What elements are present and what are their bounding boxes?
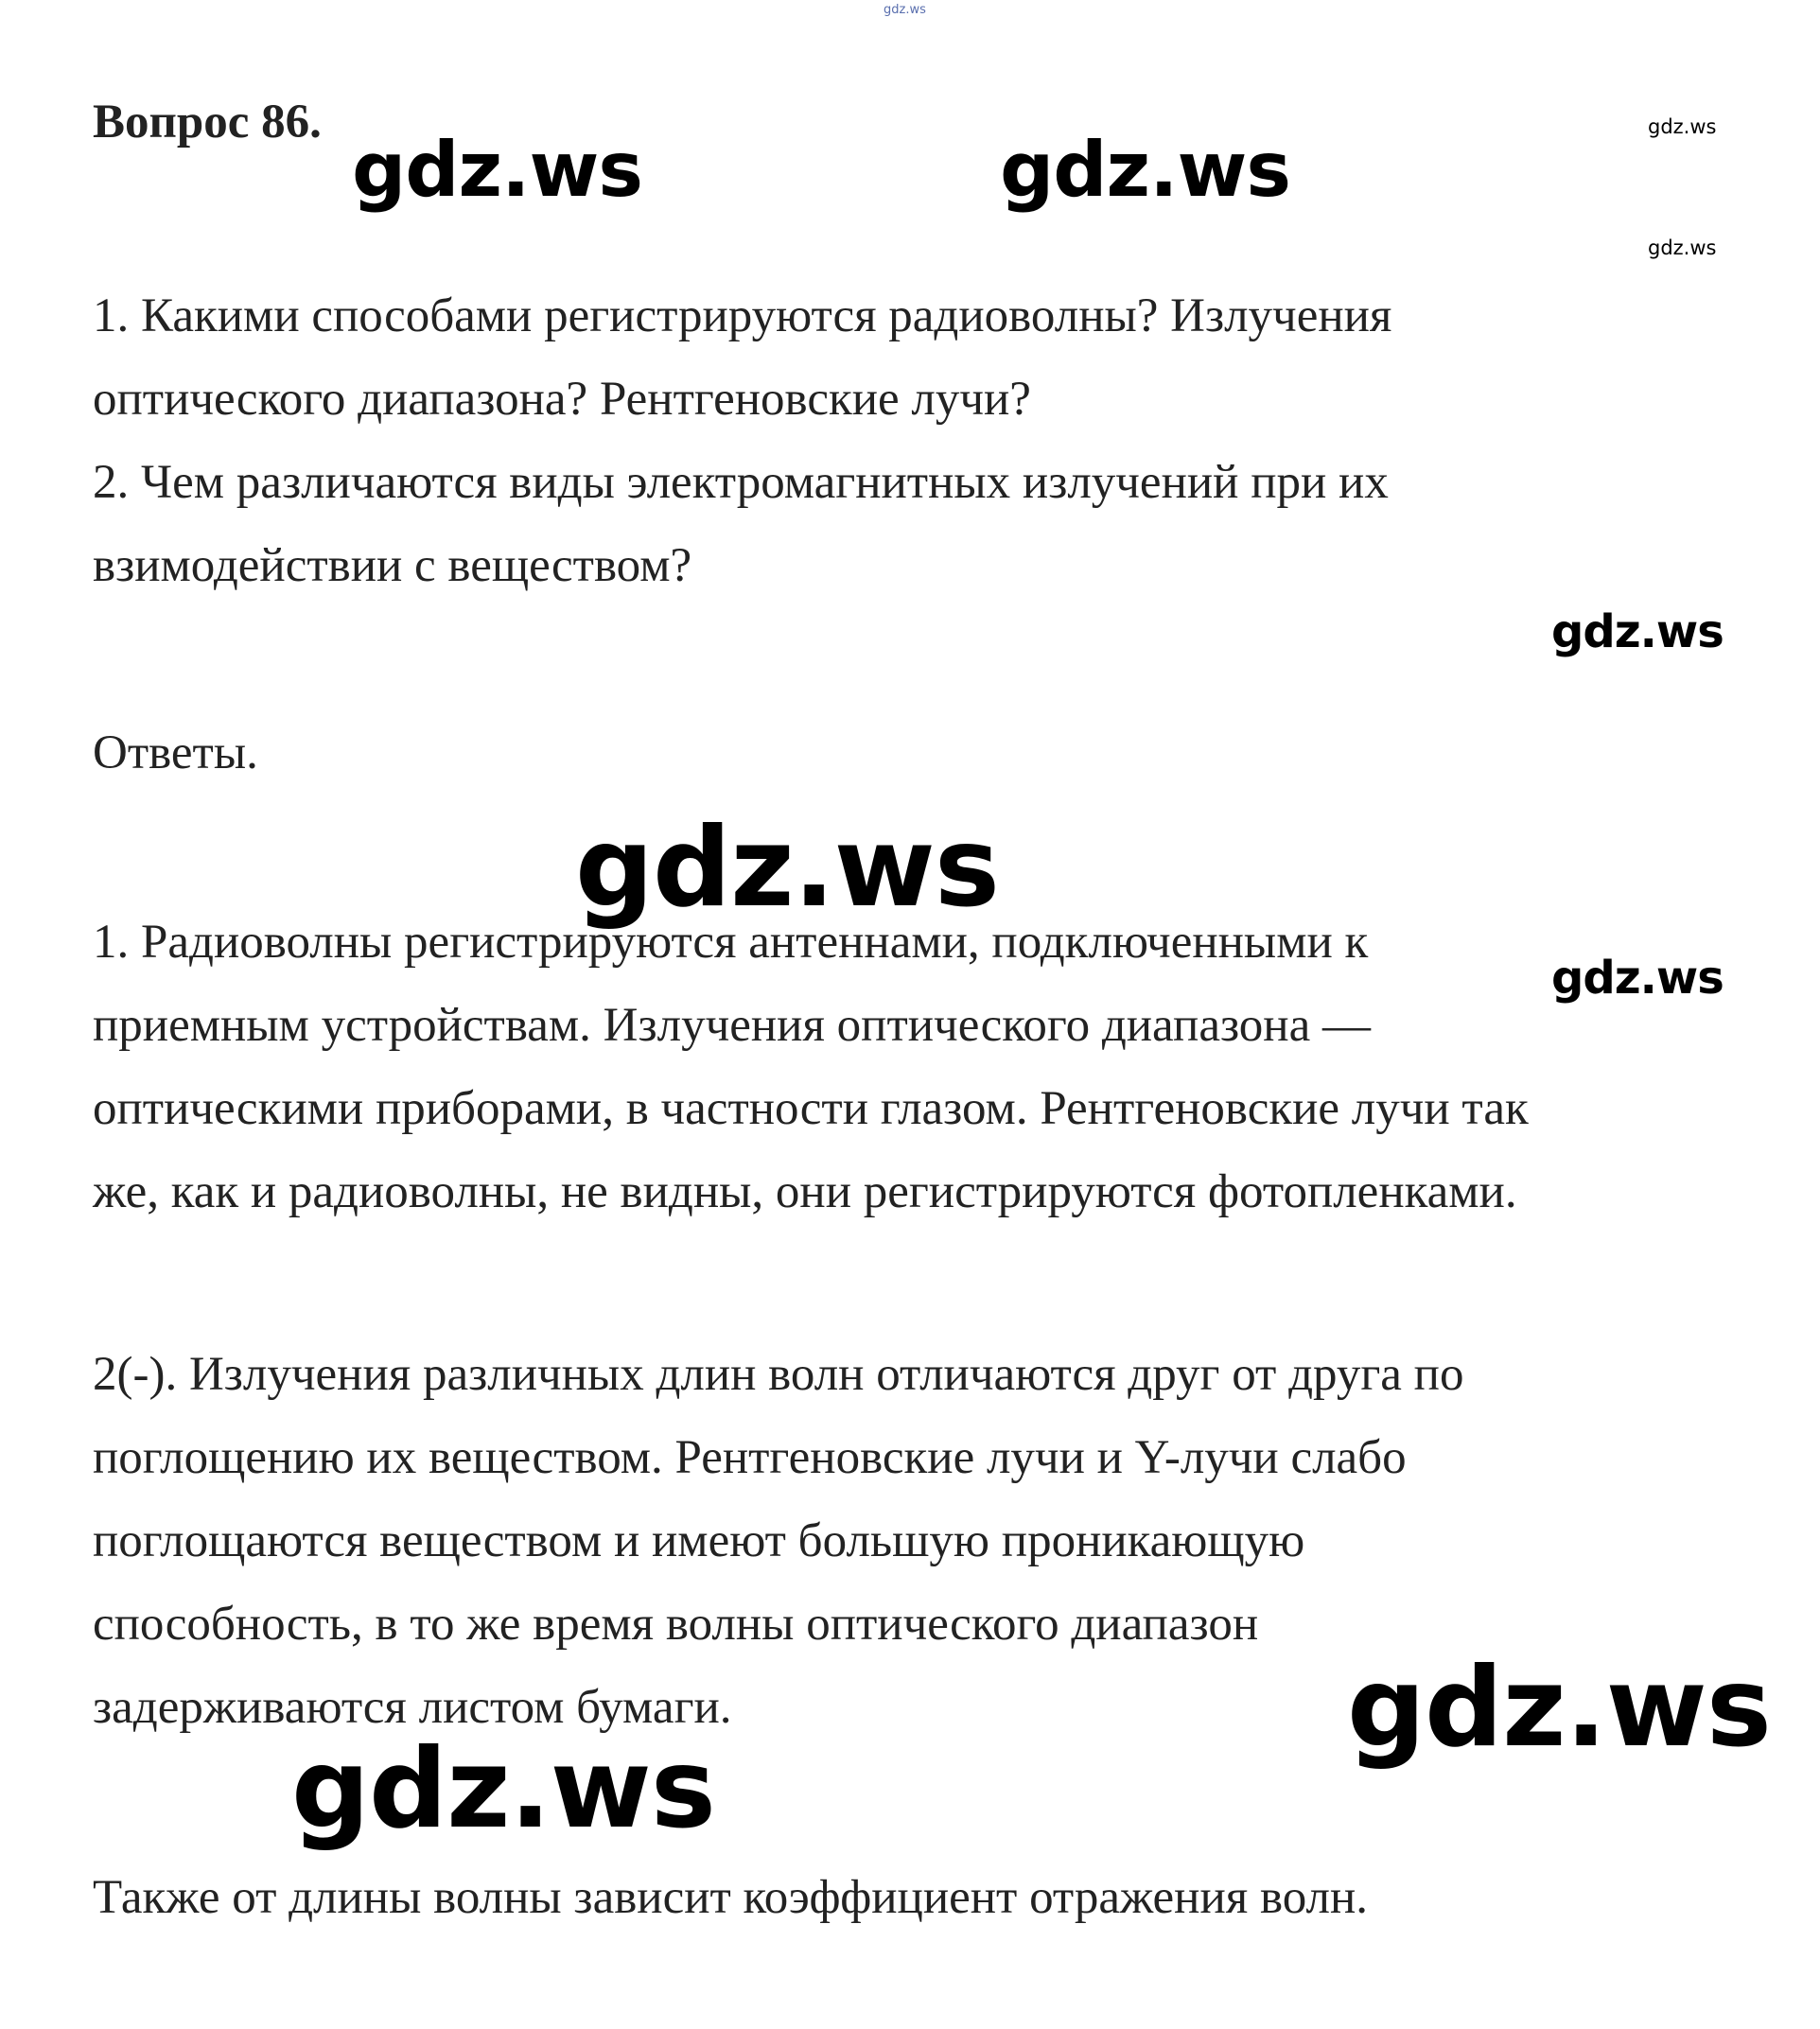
watermark-right-mid: gdz.ws	[1551, 952, 1724, 1005]
watermark-header-left: gdz.ws	[352, 126, 643, 214]
watermark-after-questions: gdz.ws	[1551, 605, 1724, 658]
watermark-top-right-1: gdz.ws	[1648, 115, 1717, 138]
question-line: 1. Какими способами регистрируются радиоволны? Излучения	[93, 289, 1392, 342]
question-line: оптического диапазона? Рентгеновские лучи?	[93, 373, 1031, 426]
answer-line: приемным устройствам. Излучения оптического диапазона —	[93, 999, 1371, 1052]
answer-line: 1. Радиоволны регистрируются антеннами, подключенными к	[93, 916, 1369, 969]
question-line: взимодействии с веществом?	[93, 539, 692, 592]
answer-1-block	[93, 901, 1529, 1233]
answer-line: способность, в то же время волны оптического диапазон	[93, 1598, 1259, 1651]
watermark-center-big: gdz.ws	[575, 804, 999, 932]
answer-line: задерживаются листом бумаги.	[93, 1681, 732, 1734]
answer-line: поглощаются веществом и имеют большую проникающую	[93, 1514, 1305, 1567]
answer-line: поглощению их веществом. Рентгеновские лучи и Y-лучи слабо	[93, 1431, 1407, 1484]
watermark-top-right-2: gdz.ws	[1648, 236, 1717, 259]
question-title: Вопрос 86.	[93, 96, 322, 149]
questions-block	[93, 274, 1391, 607]
watermark-header-center: gdz.ws	[1000, 126, 1291, 214]
watermark-top-center: gdz.ws	[884, 3, 926, 17]
answer-line: же, как и радиоволны, не видны, они регистрируются фотопленками.	[93, 1165, 1517, 1218]
answer-line: 2(-). Излучения различных длин волн отличаются друг от друга по	[93, 1348, 1464, 1401]
final-paragraph: Также от длины волны зависит коэффициент отражения волн.	[93, 1871, 1369, 1924]
watermark-bottom-left: gdz.ws	[291, 1725, 715, 1853]
answer-2-block	[93, 1333, 1463, 1749]
answers-heading: Ответы.	[93, 726, 258, 779]
watermark-bottom-right: gdz.ws	[1347, 1644, 1771, 1772]
question-line: 2. Чем различаются виды электромагнитных излучений при их	[93, 456, 1389, 509]
answer-line: оптическими приборами, в частности глазом. Рентгеновские лучи так	[93, 1082, 1529, 1135]
